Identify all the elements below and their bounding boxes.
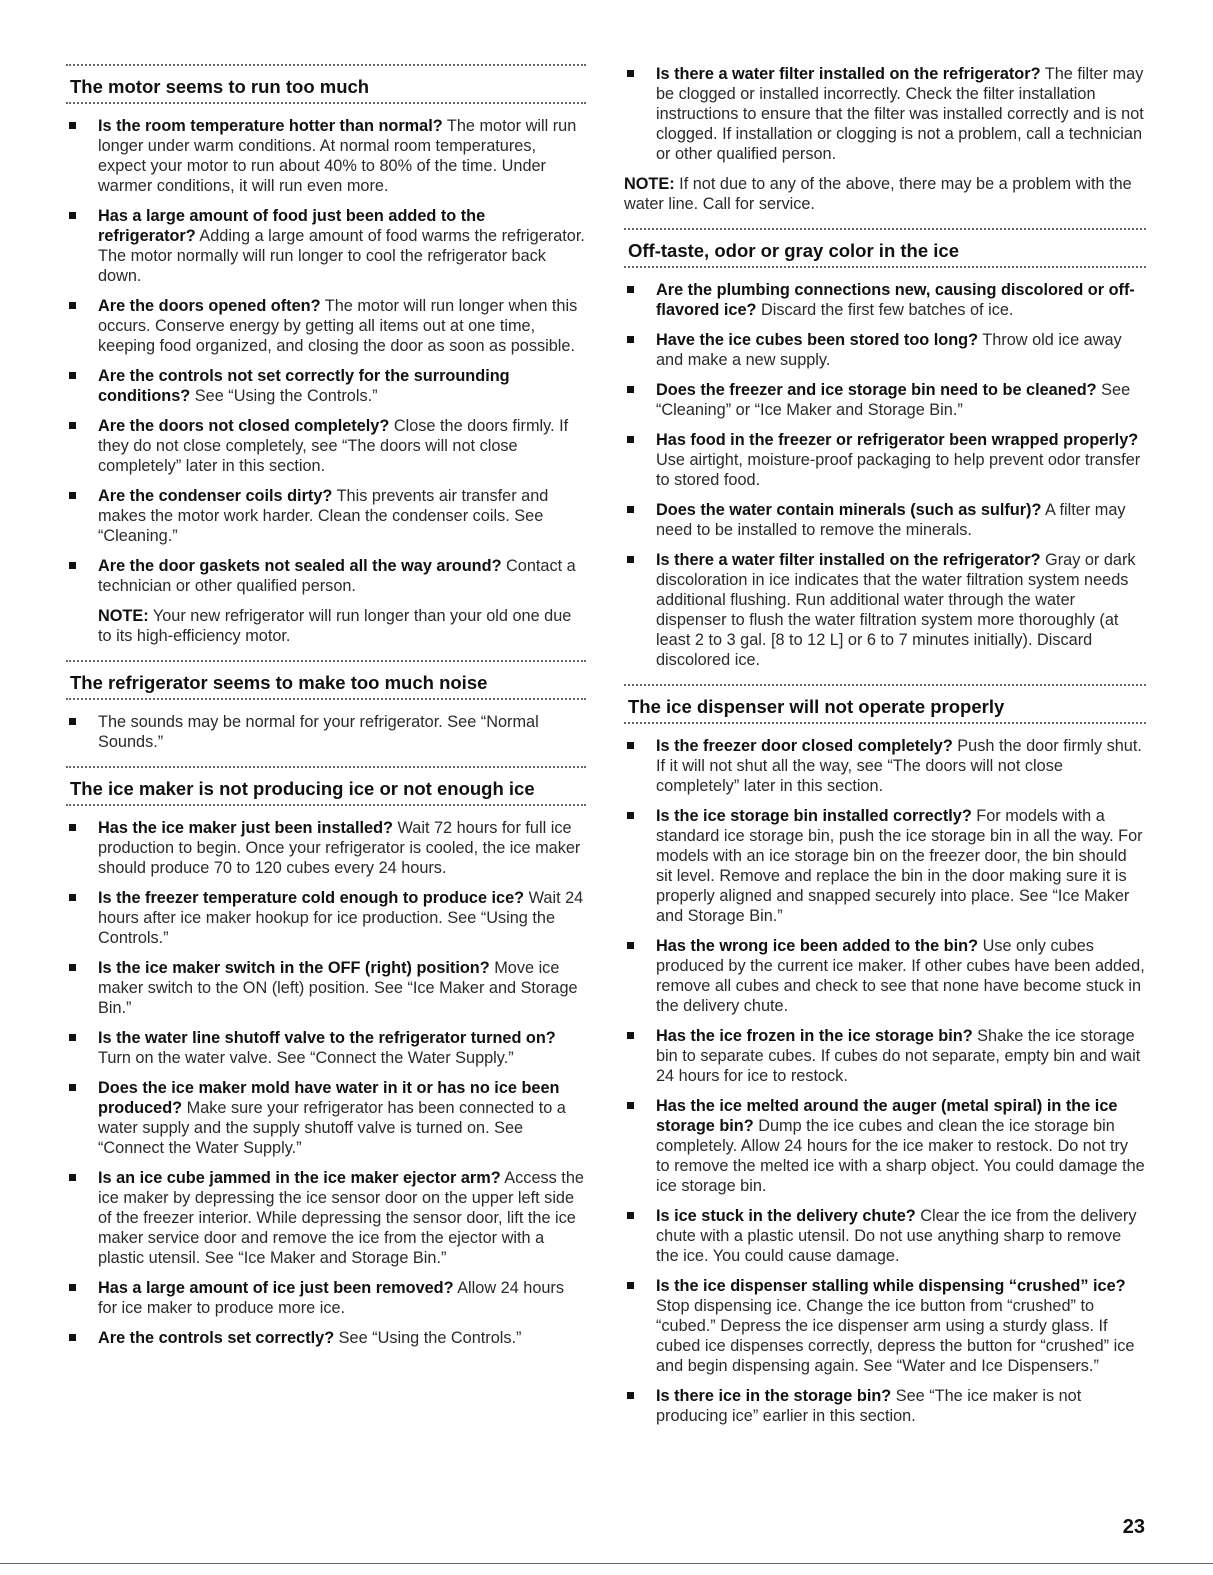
square-bullet-icon <box>69 372 76 379</box>
square-bullet-icon <box>627 436 634 443</box>
square-bullet-icon <box>627 286 634 293</box>
right-column <box>624 64 1146 1440</box>
answer-text: The filter may be clogged or installed incorrectly. Check the filter installation instructions to ensure that the filter was installed correctly and is not clogged. If installation or clogging is not a problem, call a technician or other qualified person. <box>656 65 1144 163</box>
square-bullet-icon <box>627 942 634 949</box>
question-list <box>624 64 1146 164</box>
section-header <box>66 64 586 104</box>
note-label: NOTE: <box>624 175 675 193</box>
list-item <box>624 1206 1146 1266</box>
answer-text: Access the ice maker by depressing the ice sensor door on the upper left side of the freezer interior. While depressing the sensor door, lift the ice maker service door and remove the ice from the ejector with a plastic utensil. See “Ice Maker and Storage Bin.” <box>98 1169 584 1267</box>
question-text: Is the ice maker switch in the OFF (right) position? <box>98 959 490 977</box>
question-text: Are the controls not set correctly for the surrounding conditions? <box>98 367 510 405</box>
square-bullet-icon <box>69 562 76 569</box>
note <box>66 606 586 646</box>
page-number: 23 <box>1122 1516 1145 1538</box>
question-text: Has the wrong ice been added to the bin? <box>656 937 979 955</box>
answer-text: See “The ice maker is not producing ice” earlier in this section. <box>656 1387 1082 1425</box>
list-item <box>624 330 1146 370</box>
note-label: NOTE: <box>98 607 149 625</box>
answer-text: This prevents air transfer and makes the motor work harder. Clean the condenser coils. See “Cleaning.” <box>98 487 549 545</box>
square-bullet-icon <box>69 964 76 971</box>
section-title: The motor seems to run too much <box>70 76 370 97</box>
answer-text: Adding a large amount of food warms the refrigerator. The motor normally will run longer to cool the refrigerator back down. <box>98 227 585 285</box>
answer-text: Discard the first few batches of ice. <box>756 301 1014 319</box>
list-item <box>624 1386 1146 1426</box>
question-text: Are the plumbing connections new, causing discolored or off-flavored ice? <box>656 281 1135 319</box>
list-item <box>66 206 586 286</box>
square-bullet-icon <box>627 812 634 819</box>
list-item <box>66 116 586 196</box>
list-item <box>624 64 1146 164</box>
square-bullet-icon <box>627 1102 634 1109</box>
question-text: Are the doors not closed completely? <box>98 417 390 435</box>
square-bullet-icon <box>627 1392 634 1399</box>
section-header <box>624 228 1146 268</box>
square-bullet-icon <box>69 894 76 901</box>
list-item <box>624 806 1146 926</box>
list-item <box>66 958 586 1018</box>
list-item <box>624 280 1146 320</box>
answer-text: See “Cleaning” or “Ice Maker and Storage Bin.” <box>656 381 1131 419</box>
list-item <box>624 500 1146 540</box>
question-text: Are the controls set correctly? <box>98 1329 335 1347</box>
square-bullet-icon <box>69 422 76 429</box>
list-item <box>66 416 586 476</box>
list-item <box>66 1028 586 1068</box>
question-list <box>66 818 586 1348</box>
question-text: Does the freezer and ice storage bin need to be cleaned? <box>656 381 1097 399</box>
answer-text: Push the door firmly shut. If it will not shut all the way, see “The doors will not close completely” later in this section. <box>656 737 1142 795</box>
answer-text: The motor will run longer when this occurs. Conserve energy by getting all items out at one time, keeping food organized, and closing the door as soon as possible. <box>98 297 578 355</box>
list-item <box>66 712 586 752</box>
list-item <box>66 1078 586 1158</box>
question-text: Is the ice dispenser stalling while dispensing “crushed” ice? <box>656 1277 1126 1295</box>
answer-text: Use only cubes produced by the current ice maker. If other cubes have been added, remove all cubes and check to see that none have become stuck in the delivery chute. <box>656 937 1145 1015</box>
list-item <box>66 1168 586 1268</box>
question-text: Is there a water filter installed on the refrigerator? <box>656 551 1041 569</box>
question-text: Has food in the freezer or refrigerator been wrapped properly? <box>656 431 1139 449</box>
section-the-ice-maker-is-not-producing-ice-or-no <box>66 766 586 1348</box>
square-bullet-icon <box>69 1084 76 1091</box>
question-list <box>624 280 1146 670</box>
question-list <box>624 736 1146 1426</box>
question-text: Is there ice in the storage bin? <box>656 1387 892 1405</box>
question-text: Is the freezer temperature cold enough to produce ice? <box>98 889 525 907</box>
list-item <box>624 380 1146 420</box>
square-bullet-icon <box>69 1334 76 1341</box>
question-list <box>66 712 586 752</box>
footer-rule <box>0 1563 1213 1564</box>
question-text: Has the ice maker just been installed? <box>98 819 393 837</box>
list-item <box>66 1328 586 1348</box>
square-bullet-icon <box>69 1284 76 1291</box>
question-text: Have the ice cubes been stored too long? <box>656 331 979 349</box>
answer-text: The sounds may be normal for your refrigerator. See “Normal Sounds.” <box>98 713 539 751</box>
answer-text: Use airtight, moisture-proof packaging to help prevent odor transfer to stored food. <box>656 451 1141 489</box>
square-bullet-icon <box>69 212 76 219</box>
list-item <box>66 888 586 948</box>
answer-text: Contact a technician or other qualified person. <box>98 557 576 595</box>
square-bullet-icon <box>69 824 76 831</box>
answer-text: A filter may need to be installed to remove the minerals. <box>656 501 1126 539</box>
question-text: Has the ice frozen in the ice storage bin? <box>656 1027 973 1045</box>
answer-text: Shake the ice storage bin to separate cubes. If cubes do not separate, empty bin and wait 24 hours for ice to restock. <box>656 1027 1141 1085</box>
square-bullet-icon <box>627 336 634 343</box>
section-title: The refrigerator seems to make too much noise <box>70 672 488 693</box>
answer-text: Dump the ice cubes and clean the ice storage bin completely. Allow 24 hours for the ice maker to restock. Do not try to remove the melted ice with a sharp object. You could damage the ice storage bin. <box>656 1117 1145 1195</box>
answer-text: The motor will run longer under warm conditions. At normal room temperatures, expect your motor to run about 40% to 80% of the time. Under warmer conditions, it will run even more. <box>98 117 577 195</box>
square-bullet-icon <box>627 742 634 749</box>
list-item <box>624 936 1146 1016</box>
answer-text: Make sure your refrigerator has been connected to a water supply and the supply shutoff valve is turned on. See “Connect the Water Supply.” <box>98 1099 566 1157</box>
section-title: The ice dispenser will not operate properly <box>628 696 1005 717</box>
square-bullet-icon <box>627 1212 634 1219</box>
question-text: Is ice stuck in the delivery chute? <box>656 1207 916 1225</box>
square-bullet-icon <box>69 492 76 499</box>
list-item <box>624 1276 1146 1376</box>
question-list <box>66 116 586 596</box>
section-header <box>66 766 586 806</box>
list-item <box>66 296 586 356</box>
answer-text: Wait 72 hours for full ice production to begin. Once your refrigerator is cooled, the ice maker should produce 70 to 120 cubes every 24 hours. <box>98 819 581 877</box>
square-bullet-icon <box>69 302 76 309</box>
list-item <box>624 1096 1146 1196</box>
answer-text: Gray or dark discoloration in ice indicates that the water filtration system needs additional flushing. Run additional water through the water dispenser to flush the water filtration system more thoroughly (at least 2 to 3 gal. [8 to 12 L] or 6 to 7 minutes initially). Discard discolored ice. <box>656 551 1136 669</box>
answer-text: For models with a standard ice storage bin, push the ice storage bin in all the way. For models with an ice storage bin on the freezer door, the bin should sit level. Remove and replace the bin in the door making sure it is properly aligned and snapped securely into place. See “Ice Maker and Storage Bin.” <box>656 807 1143 925</box>
square-bullet-icon <box>69 122 76 129</box>
question-text: Are the condenser coils dirty? <box>98 487 333 505</box>
question-text: Does the water contain minerals (such as sulfur)? <box>656 501 1042 519</box>
question-text: Is an ice cube jammed in the ice maker ejector arm? <box>98 1169 501 1187</box>
answer-text: Clear the ice from the delivery chute with a plastic utensil. Do not use anything sharp to remove the ice. You could cause damage. <box>656 1207 1137 1265</box>
question-text: Does the ice maker mold have water in it or has no ice been produced? <box>98 1079 560 1117</box>
answer-text: Allow 24 hours for ice maker to produce more ice. <box>98 1279 564 1317</box>
note-text: If not due to any of the above, there may be a problem with the water line. Call for service. <box>624 175 1132 213</box>
list-item <box>624 1026 1146 1086</box>
square-bullet-icon <box>627 506 634 513</box>
section-title: Off-taste, odor or gray color in the ice <box>628 240 959 261</box>
square-bullet-icon <box>69 718 76 725</box>
list-item <box>66 818 586 878</box>
question-text: Are the doors opened often? <box>98 297 321 315</box>
question-text: Is there a water filter installed on the refrigerator? <box>656 65 1041 83</box>
section-continued <box>624 64 1146 214</box>
left-column <box>66 64 586 1362</box>
section-the-refrigerator-seems-to-make-too-much- <box>66 660 586 752</box>
note-text: Your new refrigerator will run longer than your old one due to its high-efficiency motor. <box>98 607 572 645</box>
answer-text: See “Using the Controls.” <box>334 1329 522 1347</box>
answer-text: Stop dispensing ice. Change the ice button from “crushed” to “cubed.” Depress the ice dispenser arm using a sturdy glass. If cubed ice dispenses correctly, depress the button for “crushed” ice and begin dispensing again. See “Water and Ice Dispensers.” <box>656 1297 1135 1375</box>
square-bullet-icon <box>69 1174 76 1181</box>
question-text: Has the ice melted around the auger (metal spiral) in the ice storage bin? <box>656 1097 1118 1135</box>
section-the-motor-seems-to-run-too-much <box>66 64 586 646</box>
question-text: Has a large amount of ice just been removed? <box>98 1279 454 1297</box>
section-title: The ice maker is not producing ice or not enough ice <box>70 778 535 799</box>
section-off-taste-odor-or-gray-color-in-the-ice <box>624 228 1146 670</box>
answer-text: Throw old ice away and make a new supply. <box>656 331 1122 369</box>
answer-text: Turn on the water valve. See “Connect the Water Supply.” <box>98 1049 514 1067</box>
square-bullet-icon <box>627 1032 634 1039</box>
section-header <box>66 660 586 700</box>
question-text: Has a large amount of food just been added to the refrigerator? <box>98 207 486 245</box>
question-text: Is the water line shutoff valve to the refrigerator turned on? <box>98 1029 556 1047</box>
answer-text: See “Using the Controls.” <box>190 387 378 405</box>
list-item <box>624 736 1146 796</box>
list-item <box>624 430 1146 490</box>
square-bullet-icon <box>69 1034 76 1041</box>
question-text: Is the ice storage bin installed correctly? <box>656 807 972 825</box>
list-item <box>624 550 1146 670</box>
square-bullet-icon <box>627 1282 634 1289</box>
question-text: Are the door gaskets not sealed all the way around? <box>98 557 502 575</box>
question-text: Is the freezer door closed completely? <box>656 737 953 755</box>
list-item <box>66 1278 586 1318</box>
list-item <box>66 556 586 596</box>
square-bullet-icon <box>627 386 634 393</box>
section-the-ice-dispenser-will-not-operate-prope <box>624 684 1146 1426</box>
list-item <box>66 486 586 546</box>
square-bullet-icon <box>627 70 634 77</box>
section-header <box>624 684 1146 724</box>
answer-text: Move ice maker switch to the ON (left) position. See “Ice Maker and Storage Bin.” <box>98 959 578 1017</box>
list-item <box>66 366 586 406</box>
question-text: Is the room temperature hotter than normal? <box>98 117 443 135</box>
answer-text: Wait 24 hours after ice maker hookup for ice production. See “Using the Controls.” <box>98 889 584 947</box>
answer-text: Close the doors firmly. If they do not close completely, see “The doors will not close completely” later in this section. <box>98 417 569 475</box>
square-bullet-icon <box>627 556 634 563</box>
note <box>624 174 1146 214</box>
